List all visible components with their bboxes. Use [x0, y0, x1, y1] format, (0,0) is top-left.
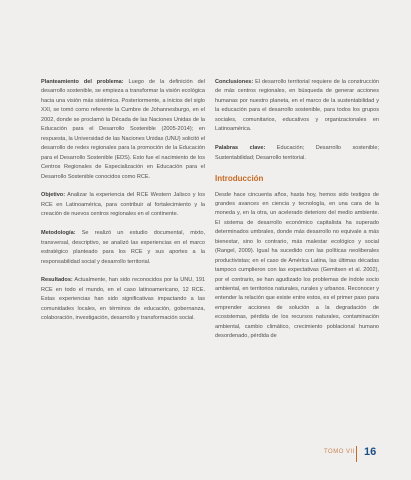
conclusions-term: Conclusiones: — [215, 79, 254, 85]
objective-text: Analizar la experiencia del RCE Western Jalisco y los RCE en Latinoamérica, para contribuir al fortalecimiento y la creación de nuevos centros regionales en el continente. — [41, 192, 205, 218]
keywords-text: Educación; Desarrollo sostenible; Sustentabilidad; Desarrollo territorial. — [215, 145, 379, 161]
page-footer — [0, 444, 411, 464]
results-paragraph — [41, 276, 205, 323]
methodology-paragraph — [41, 229, 205, 267]
left-column — [41, 78, 205, 333]
footer-divider — [356, 446, 357, 462]
conclusions-text: El desarrollo territorial requiere de la construcción de más centros regionales, en búsqueda de generar acciones humanas por nuestro planeta, en el marco de la sustentabilidad y la educación para el desarrollo sostenible, para todos los grupos sociales, comunitarios, educativos y organizacionales en Latinoamérica. — [215, 79, 379, 133]
methodology-text: Se realizó un estudio documental, mixto, transversal, descriptivo, se analizó las experiencias en el marco estratégico planteado para los RCE y sus aportes a la responsabilidad social y desarrollo territorial. — [41, 230, 205, 265]
introduction-heading: Introducción — [215, 173, 264, 183]
right-column — [215, 78, 379, 351]
problem-statement — [41, 78, 205, 182]
keywords-paragraph — [215, 144, 379, 163]
introduction-text: Desde hace cincuenta años, hasta hoy, hemos sido testigos de grandes avances en ciencia y tecnología, en una cara de la moneda y, en la otra, un acelerado deterioro del medio ambiente. El sistema de desarrollo económico capitalista ha superado determinados umbrales, donde más desarrollo no equivale a más bienestar, sino lo contrario, más malestar ecológico y social (Rangel, 2009). Igual ha sucedido con las políticas neoliberales productivistas; en el caso de América Latina, las últimas décadas tampoco cumplieron con las expectativas (Gemitsen et al. 2002), por el contrario, se han agudizado los problemas de índole socio ambiental, en territorios naturales, rurales y urbanos. Reconocer y entender la relación que existe entre estos, es el primer paso para emprender acciones de solución a la degradación de ecosistemas, pérdida de los recursos naturales, contaminación ambiental, cambio climático, crecimiento poblacional humano desordenado, pérdida de — [215, 191, 379, 340]
results-text: Actualmente, han sido reconocidos por la UNU, 191 RCE en todo el mundo, en el caso latinoamericano, 12 RCE. Estas experiencias han sido significativas impactando a las comunidades locales, en términos de educación, gobernanza, colaboración, investigación, desarrollo y transformación social. — [41, 277, 205, 322]
methodology-term: Metodología: — [41, 230, 76, 237]
objective-term: Objetivo: — [41, 192, 66, 199]
page-number: 16 — [364, 446, 377, 458]
objective-paragraph — [41, 191, 205, 219]
problem-text: Luego de la definición del desarrollo sostenible, se empieza a transformar la visión ecológica hacia una visión más sistémica. Posteriormente, a inicios del siglo XXI, se tomó como referente la Cumbre de Johannesburgo, en el 2002, donde se proclamó la Década de las Naciones Unidas de la Educación para el Desarrollo Sostenible (2005-2014); en respuesta, la Universidad de las Naciones Unidas (UNU) solicitó el desarrollo de redes regionales para la promoción de la Educación para el Desarrollo Sostenible (EDS). Esto fue el nacimiento de los Centros Regionales de Especialización en Educación para el Desarrollo Sostenible conocidos como RCE. — [41, 79, 206, 180]
conclusions-paragraph — [215, 78, 379, 135]
keywords-term: Palabras clave: — [215, 145, 266, 152]
problem-term: Planteamiento del problema: — [41, 79, 124, 85]
results-term: Resultados: — [41, 277, 73, 284]
volume-label: TOMO VII — [324, 449, 355, 455]
